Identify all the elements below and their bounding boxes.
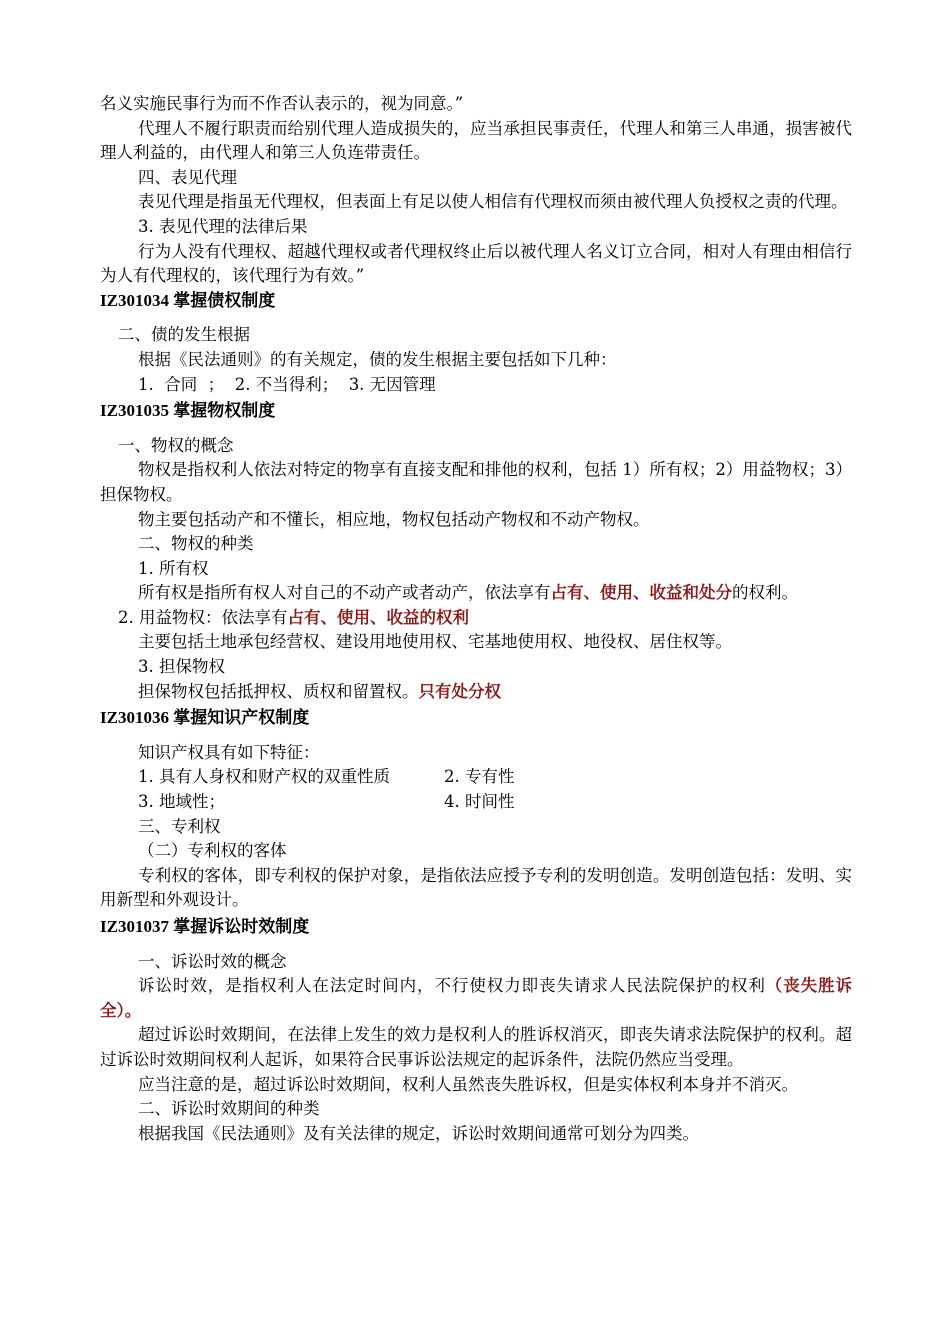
feature-item: 1. 具有人身权和财产权的双重性质: [138, 767, 390, 787]
paragraph: 知识产权具有如下特征：: [138, 742, 320, 762]
section-label: 三、专利权: [138, 816, 221, 836]
section-label: 3. 表见代理的法律后果: [138, 216, 308, 236]
section-label: 3. 担保物权: [138, 657, 225, 677]
section-label: 二、债的发生根据: [118, 325, 250, 345]
section-label: （二）专利权的客体: [138, 841, 287, 861]
text-run: 所有权是指所有权人对自己的不动产或者动产，依法享有: [138, 583, 551, 603]
paragraph: 代理人不履行职责而给别代理人造成损失的，应当承担民事责任，代理人和第三人串通，损害被代理人利益的，由代理人和第三人负连带责任。: [100, 118, 852, 163]
section-heading: IZ301035 掌握物权制度: [100, 401, 276, 421]
feature-item: 4. 时间性: [444, 792, 515, 812]
section-label: 一、物权的概念: [118, 435, 234, 455]
paragraph: 物主要包括动产和不懂长，相应地，物权包括动产物权和不动产物权。: [138, 509, 650, 529]
paragraph: 应当注意的是，超过诉讼时效期间，权利人虽然丧失胜诉权，但是实体权利本身并不消灭。: [138, 1074, 798, 1094]
feature-row: [100, 790, 852, 815]
paragraph: 名义实施民事行为而不作否认表示的，视为同意。”: [100, 94, 464, 113]
highlight-text: 只有处分权: [418, 681, 501, 701]
highlight-text: 占有、使用、收益和处分: [550, 583, 732, 603]
feature-item: 3. 地域性；: [138, 792, 225, 812]
paragraph: 超过诉讼时效期间，在法律上发生的效力是权利人的胜诉权消灭，即丧失请求法院保护的权利。超过诉讼时效期间权利人起诉，如果符合民事诉讼法规定的起诉条件，法院仍然应当受理。: [100, 1025, 852, 1069]
section-label: 四、表见代理: [138, 167, 237, 187]
text-run: 担保物权包括抵押权、质权和留置权。: [138, 681, 419, 701]
section-heading: IZ301037 掌握诉讼时效制度: [100, 917, 310, 936]
paragraph: [100, 680, 852, 705]
section-label: 二、物权的种类: [138, 534, 254, 554]
paragraph: 物权是指权利人依法对特定的物享有直接支配和排他的权利，包括 1）所有权；2）用益物权；3）担保物权。: [100, 460, 852, 504]
text-run: 诉讼时效，是指权利人在法定时间内，不行使权力即丧失请求人民法院保护的权利: [138, 976, 766, 996]
section-heading: IZ301036 掌握知识产权制度: [100, 708, 310, 728]
list-line: 1. 合同 ； 2. 不当得利； 3. 无因管理: [138, 374, 436, 394]
paragraph: [100, 581, 852, 606]
paragraph: [100, 606, 852, 631]
feature-row: [100, 765, 852, 790]
text-run: 2. 用益物权：依法享有: [118, 607, 288, 627]
highlight-text: 占有、使用、收益的权利: [287, 607, 469, 627]
section-label: 二、诉讼时效期间的种类: [138, 1099, 320, 1119]
paragraph: 根据《民法通则》的有关规定，债的发生根据主要包括如下几种：: [138, 349, 617, 369]
highlight-text: （丧失胜诉全）。: [100, 976, 852, 1020]
feature-item: 2. 专有性: [444, 767, 515, 787]
paragraph: 专利权的客体，即专利权的保护对象，是指依法应授予专利的发明创造。发明创造包括：发明、实用新型和外观设计。: [100, 865, 852, 910]
text-run: 的权利。: [732, 583, 798, 603]
paragraph: 表见代理是指虽无代理权，但表面上有足以使人相信有代理权而须由被代理人负授权之责的代理。: [138, 192, 848, 212]
section-label: 1. 所有权: [138, 558, 209, 578]
section-label: 一、诉讼时效的概念: [138, 951, 287, 971]
section-heading: IZ301034 掌握债权制度: [100, 290, 276, 310]
paragraph: 行为人没有代理权、超越代理权或者代理权终止后以被代理人名义订立合同，相对人有理由相信行为人有代理权的，该代理行为有效。”: [100, 241, 852, 286]
document-page: [100, 92, 852, 1146]
paragraph: [100, 974, 852, 1023]
paragraph: 主要包括土地承包经营权、建设用地使用权、宅基地使用权、地役权、居住权等。: [138, 632, 732, 652]
paragraph: 根据我国《民法通则》及有关法律的规定，诉讼时效期间通常可划分为四类。: [138, 1123, 699, 1143]
